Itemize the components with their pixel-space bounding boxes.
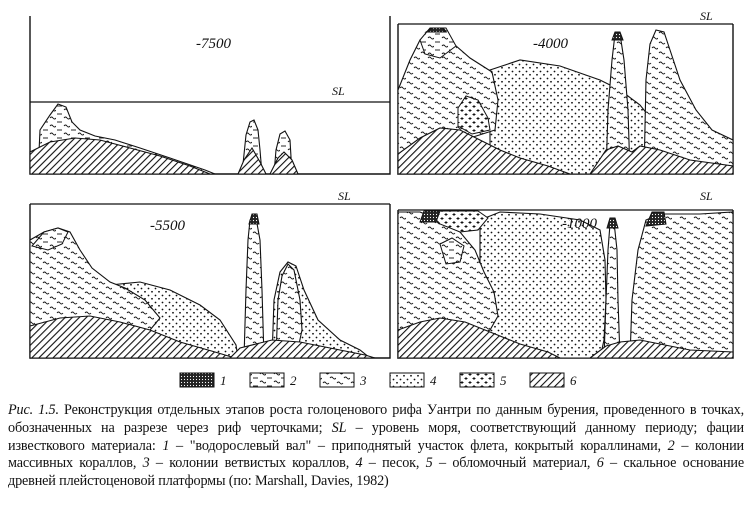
caption-label: Рис. 1.5. xyxy=(8,402,59,418)
panel-1000 xyxy=(398,189,733,358)
legend-num: 6 xyxy=(570,373,577,388)
panel-label: -5500 xyxy=(150,218,185,234)
sea-level-label: SL xyxy=(700,9,713,23)
legend-num: 1 xyxy=(220,373,227,388)
legend-item-1 xyxy=(180,373,227,388)
panel-5500 xyxy=(30,189,390,358)
panel-label: -7500 xyxy=(196,36,231,52)
legend-num: 3 xyxy=(360,373,367,388)
panel-4000 xyxy=(398,9,733,174)
legend-item-2 xyxy=(250,373,297,388)
legend-item-5 xyxy=(460,373,507,388)
legend-num: 4 xyxy=(430,373,437,388)
legend-item-4 xyxy=(390,373,437,388)
sea-level-label: SL xyxy=(700,189,713,203)
legend-num: 2 xyxy=(290,373,297,388)
panel-label: -1000 xyxy=(562,216,597,232)
panel-7500 xyxy=(30,16,390,174)
figure-caption: Рис. 1.5. Реконструкция отдельных этапов роста голоценового рифа Уантри по данным бурения, проведенного в точках, обозначенных на разрезе через риф черточками; SL – уровень моря, соответствующий данному периоду; фации известкового материала: 1 – "водорослевый вал" – приподнятый участок флета, кокрытый кораллинами, 2 – колонии массивных кораллов, 3 – колонии ветвистых кораллов, 4 – песок, 5 – обломочный материал, 6 – скальное основание древней плейстоценовой платформы (по: Marshall, Davies, 1982) xyxy=(8,402,744,490)
legend-item-3 xyxy=(320,373,367,388)
panel-label: -4000 xyxy=(533,36,568,52)
sea-level-label: SL xyxy=(338,189,351,203)
legend-item-6 xyxy=(530,373,577,388)
legend xyxy=(180,373,577,388)
legend-num: 5 xyxy=(500,373,507,388)
sea-level-label: SL xyxy=(332,84,345,98)
